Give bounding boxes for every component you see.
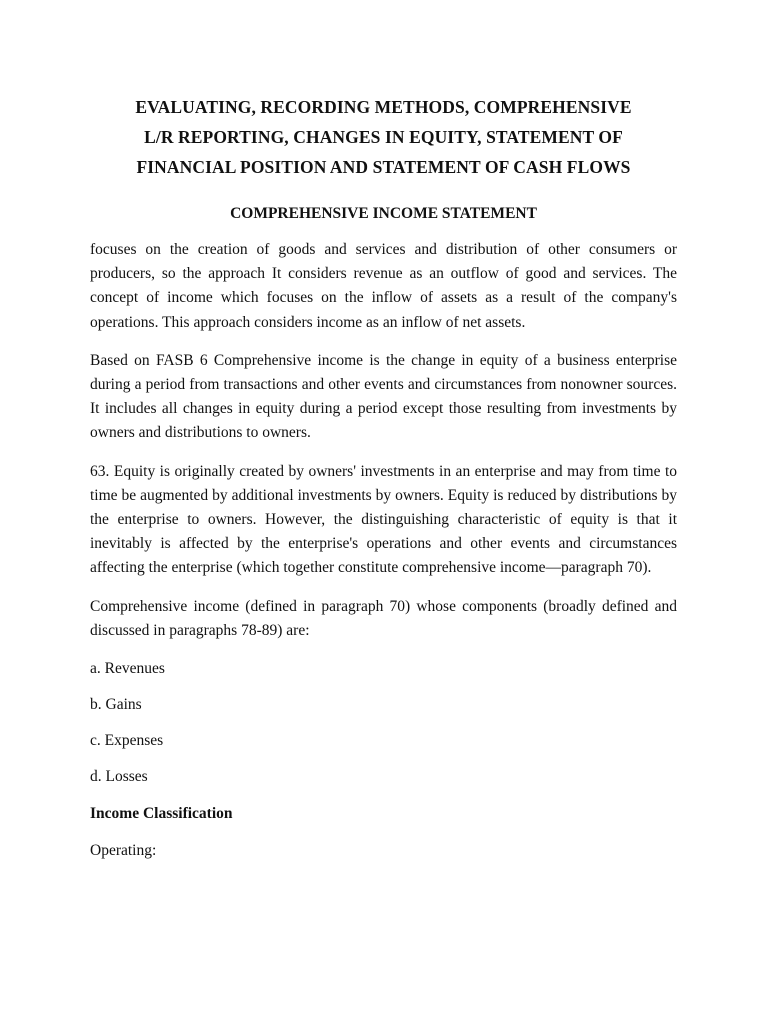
list-item-losses: d. Losses <box>90 768 148 786</box>
components-list <box>90 658 677 788</box>
income-classification-heading: Income Classification <box>90 805 233 823</box>
document-page <box>90 92 677 862</box>
list-item-expenses: c. Expenses <box>90 732 164 750</box>
title-line-3: FINANCIAL POSITION AND STATEMENT OF CASH FLOWS <box>136 157 631 177</box>
paragraph-components-intro: Comprehensive income (defined in paragraph 70) whose components (broadly defined and discussed in paragraphs 78-89) are: <box>90 597 677 639</box>
list-item-revenues: a. Revenues <box>90 660 165 678</box>
operating-label: Operating: <box>90 842 157 860</box>
document-title <box>90 92 677 182</box>
paragraph-equity-63: 63. Equity is originally created by owners' investments in an enterprise and may from time to time be augmented by additional investments by owners. Equity is reduced by distributions by the enterprise to owners. However, the distinguishing characteristic of equity is that it inevitably is affected by the enterprise's operations and other events and circumstances affecting the enterprise (which together constitute comprehensive income—paragraph 70). <box>90 462 677 577</box>
paragraph-income-concept: focuses on the creation of goods and services and distribution of other consumers or producers, so the approach It considers revenue as an outflow of good and services. The concept of income which focuses on the inflow of assets as a result of the company's operations. This approach considers income as an inflow of net assets. <box>90 241 677 331</box>
title-line-1: EVALUATING, RECORDING METHODS, COMPREHENSIVE <box>135 97 632 117</box>
paragraph-fasb6-definition: Based on FASB 6 Comprehensive income is the change in equity of a business enterprise during a period from transactions and other events and circumstances from nonowner sources. It includes all changes in equity during a period except those resulting from investments by owners and distributions to owners. <box>90 351 677 442</box>
section-title: COMPREHENSIVE INCOME STATEMENT <box>230 205 537 222</box>
list-item-gains: b. Gains <box>90 696 142 714</box>
title-line-2: L/R REPORTING, CHANGES IN EQUITY, STATEMENT OF <box>144 127 623 147</box>
